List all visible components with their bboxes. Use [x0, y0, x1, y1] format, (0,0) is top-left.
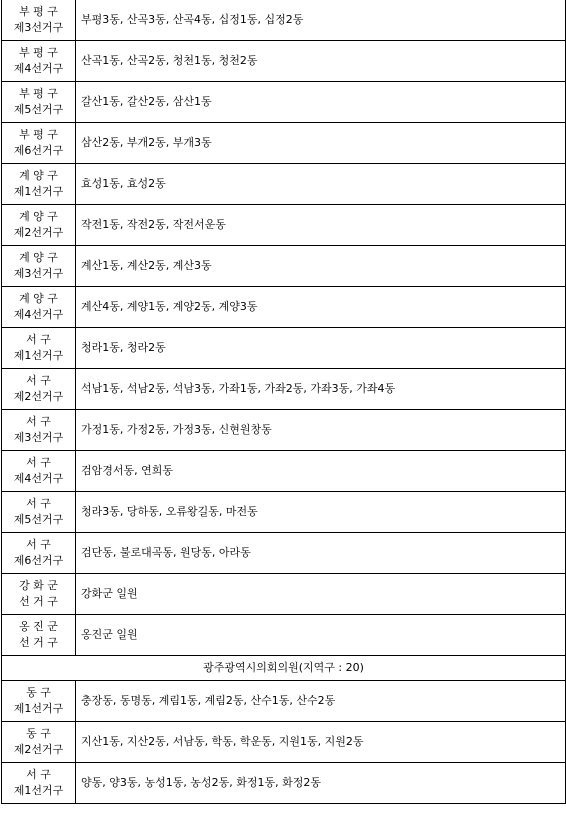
table-row	[2, 492, 566, 533]
areas-cell: 가정1동, 가정2동, 가정3동, 신현원창동	[76, 410, 566, 451]
constituency-name: 제1선거구	[13, 702, 64, 715]
table-row	[2, 205, 566, 246]
constituency-name: 제3선거구	[13, 267, 64, 280]
district-cell	[2, 763, 76, 804]
constituency-name: 제1선거구	[13, 185, 64, 198]
table-row	[2, 574, 566, 615]
district-cell	[2, 328, 76, 369]
table-row	[2, 82, 566, 123]
areas-cell: 산곡1동, 산곡2동, 청천1동, 청천2동	[76, 41, 566, 82]
district-name: 서 구	[26, 374, 51, 387]
district-table	[1, 0, 566, 804]
section-header-row	[2, 656, 566, 681]
areas-cell: 부평3동, 산곡3동, 산곡4동, 십정1동, 십정2동	[76, 0, 566, 41]
district-cell	[2, 287, 76, 328]
constituency-name: 제6선거구	[13, 554, 64, 567]
constituency-name: 제2선거구	[13, 743, 64, 756]
district-name: 계 양 구	[19, 292, 58, 305]
district-cell	[2, 615, 76, 656]
table-row	[2, 722, 566, 763]
district-name: 부 평 구	[19, 46, 58, 59]
constituency-name: 선 거 구	[19, 636, 58, 649]
table-row	[2, 164, 566, 205]
district-cell	[2, 533, 76, 574]
district-cell	[2, 246, 76, 287]
district-cell	[2, 164, 76, 205]
district-name: 계 양 구	[19, 210, 58, 223]
district-cell	[2, 82, 76, 123]
areas-cell: 옹진군 일원	[76, 615, 566, 656]
district-name: 부 평 구	[19, 5, 58, 18]
constituency-name: 제3선거구	[13, 21, 64, 34]
district-name: 부 평 구	[19, 128, 58, 141]
table-row	[2, 41, 566, 82]
constituency-name: 제4선거구	[13, 62, 64, 75]
table-row	[2, 763, 566, 804]
district-cell	[2, 451, 76, 492]
areas-cell: 계산4동, 계양1동, 계양2동, 계양3동	[76, 287, 566, 328]
constituency-name: 제2선거구	[13, 226, 64, 239]
areas-cell: 갈산1동, 갈산2동, 삼산1동	[76, 82, 566, 123]
table-row	[2, 681, 566, 722]
district-name: 서 구	[26, 333, 51, 346]
district-cell	[2, 410, 76, 451]
areas-cell: 검단동, 불로대곡동, 원당동, 아라동	[76, 533, 566, 574]
areas-cell: 작전1동, 작전2동, 작전서운동	[76, 205, 566, 246]
areas-cell: 강화군 일원	[76, 574, 566, 615]
district-name: 서 구	[26, 768, 51, 781]
district-name: 계 양 구	[19, 251, 58, 264]
table-row	[2, 328, 566, 369]
district-name: 서 구	[26, 538, 51, 551]
district-table-body	[2, 0, 566, 804]
areas-cell: 석남1동, 석남2동, 석남3동, 가좌1동, 가좌2동, 가좌3동, 가좌4동	[76, 369, 566, 410]
district-cell	[2, 722, 76, 763]
constituency-name: 선 거 구	[19, 595, 58, 608]
areas-cell: 양동, 양3동, 농성1동, 농성2동, 화정1동, 화정2동	[76, 763, 566, 804]
table-row	[2, 410, 566, 451]
constituency-name: 제1선거구	[13, 349, 64, 362]
table-row	[2, 369, 566, 410]
district-name: 동 구	[26, 727, 51, 740]
areas-cell: 검암경서동, 연희동	[76, 451, 566, 492]
district-name: 옹 진 군	[19, 620, 58, 633]
district-name: 서 구	[26, 415, 51, 428]
constituency-name: 제3선거구	[13, 431, 64, 444]
table-row	[2, 123, 566, 164]
constituency-name: 제4선거구	[13, 308, 64, 321]
areas-cell: 삼산2동, 부개2동, 부개3동	[76, 123, 566, 164]
constituency-name: 제1선거구	[13, 784, 64, 797]
district-cell	[2, 41, 76, 82]
table-row	[2, 533, 566, 574]
table-row	[2, 246, 566, 287]
section-header: 광주광역시의회의원(지역구 : 20)	[2, 656, 566, 681]
constituency-name: 제4선거구	[13, 472, 64, 485]
areas-cell: 청라1동, 청라2동	[76, 328, 566, 369]
district-name: 서 구	[26, 456, 51, 469]
district-name: 서 구	[26, 497, 51, 510]
constituency-name: 제5선거구	[13, 103, 64, 116]
district-cell	[2, 123, 76, 164]
district-cell	[2, 0, 76, 41]
constituency-name: 제2선거구	[13, 390, 64, 403]
areas-cell: 충장동, 동명동, 계림1동, 계림2동, 산수1동, 산수2동	[76, 681, 566, 722]
areas-cell: 지산1동, 지산2동, 서남동, 학동, 학운동, 지원1동, 지원2동	[76, 722, 566, 763]
table-row	[2, 287, 566, 328]
constituency-name: 제6선거구	[13, 144, 64, 157]
district-cell	[2, 492, 76, 533]
district-cell	[2, 681, 76, 722]
district-cell	[2, 369, 76, 410]
district-name: 동 구	[26, 686, 51, 699]
district-cell	[2, 205, 76, 246]
constituency-name: 제5선거구	[13, 513, 64, 526]
areas-cell: 청라3동, 당하동, 오류왕길동, 마전동	[76, 492, 566, 533]
district-name: 부 평 구	[19, 87, 58, 100]
areas-cell: 효성1동, 효성2동	[76, 164, 566, 205]
table-row	[2, 0, 566, 41]
table-row	[2, 451, 566, 492]
district-name: 강 화 군	[19, 579, 58, 592]
district-name: 계 양 구	[19, 169, 58, 182]
table-row	[2, 615, 566, 656]
district-cell	[2, 574, 76, 615]
areas-cell: 계산1동, 계산2동, 계산3동	[76, 246, 566, 287]
